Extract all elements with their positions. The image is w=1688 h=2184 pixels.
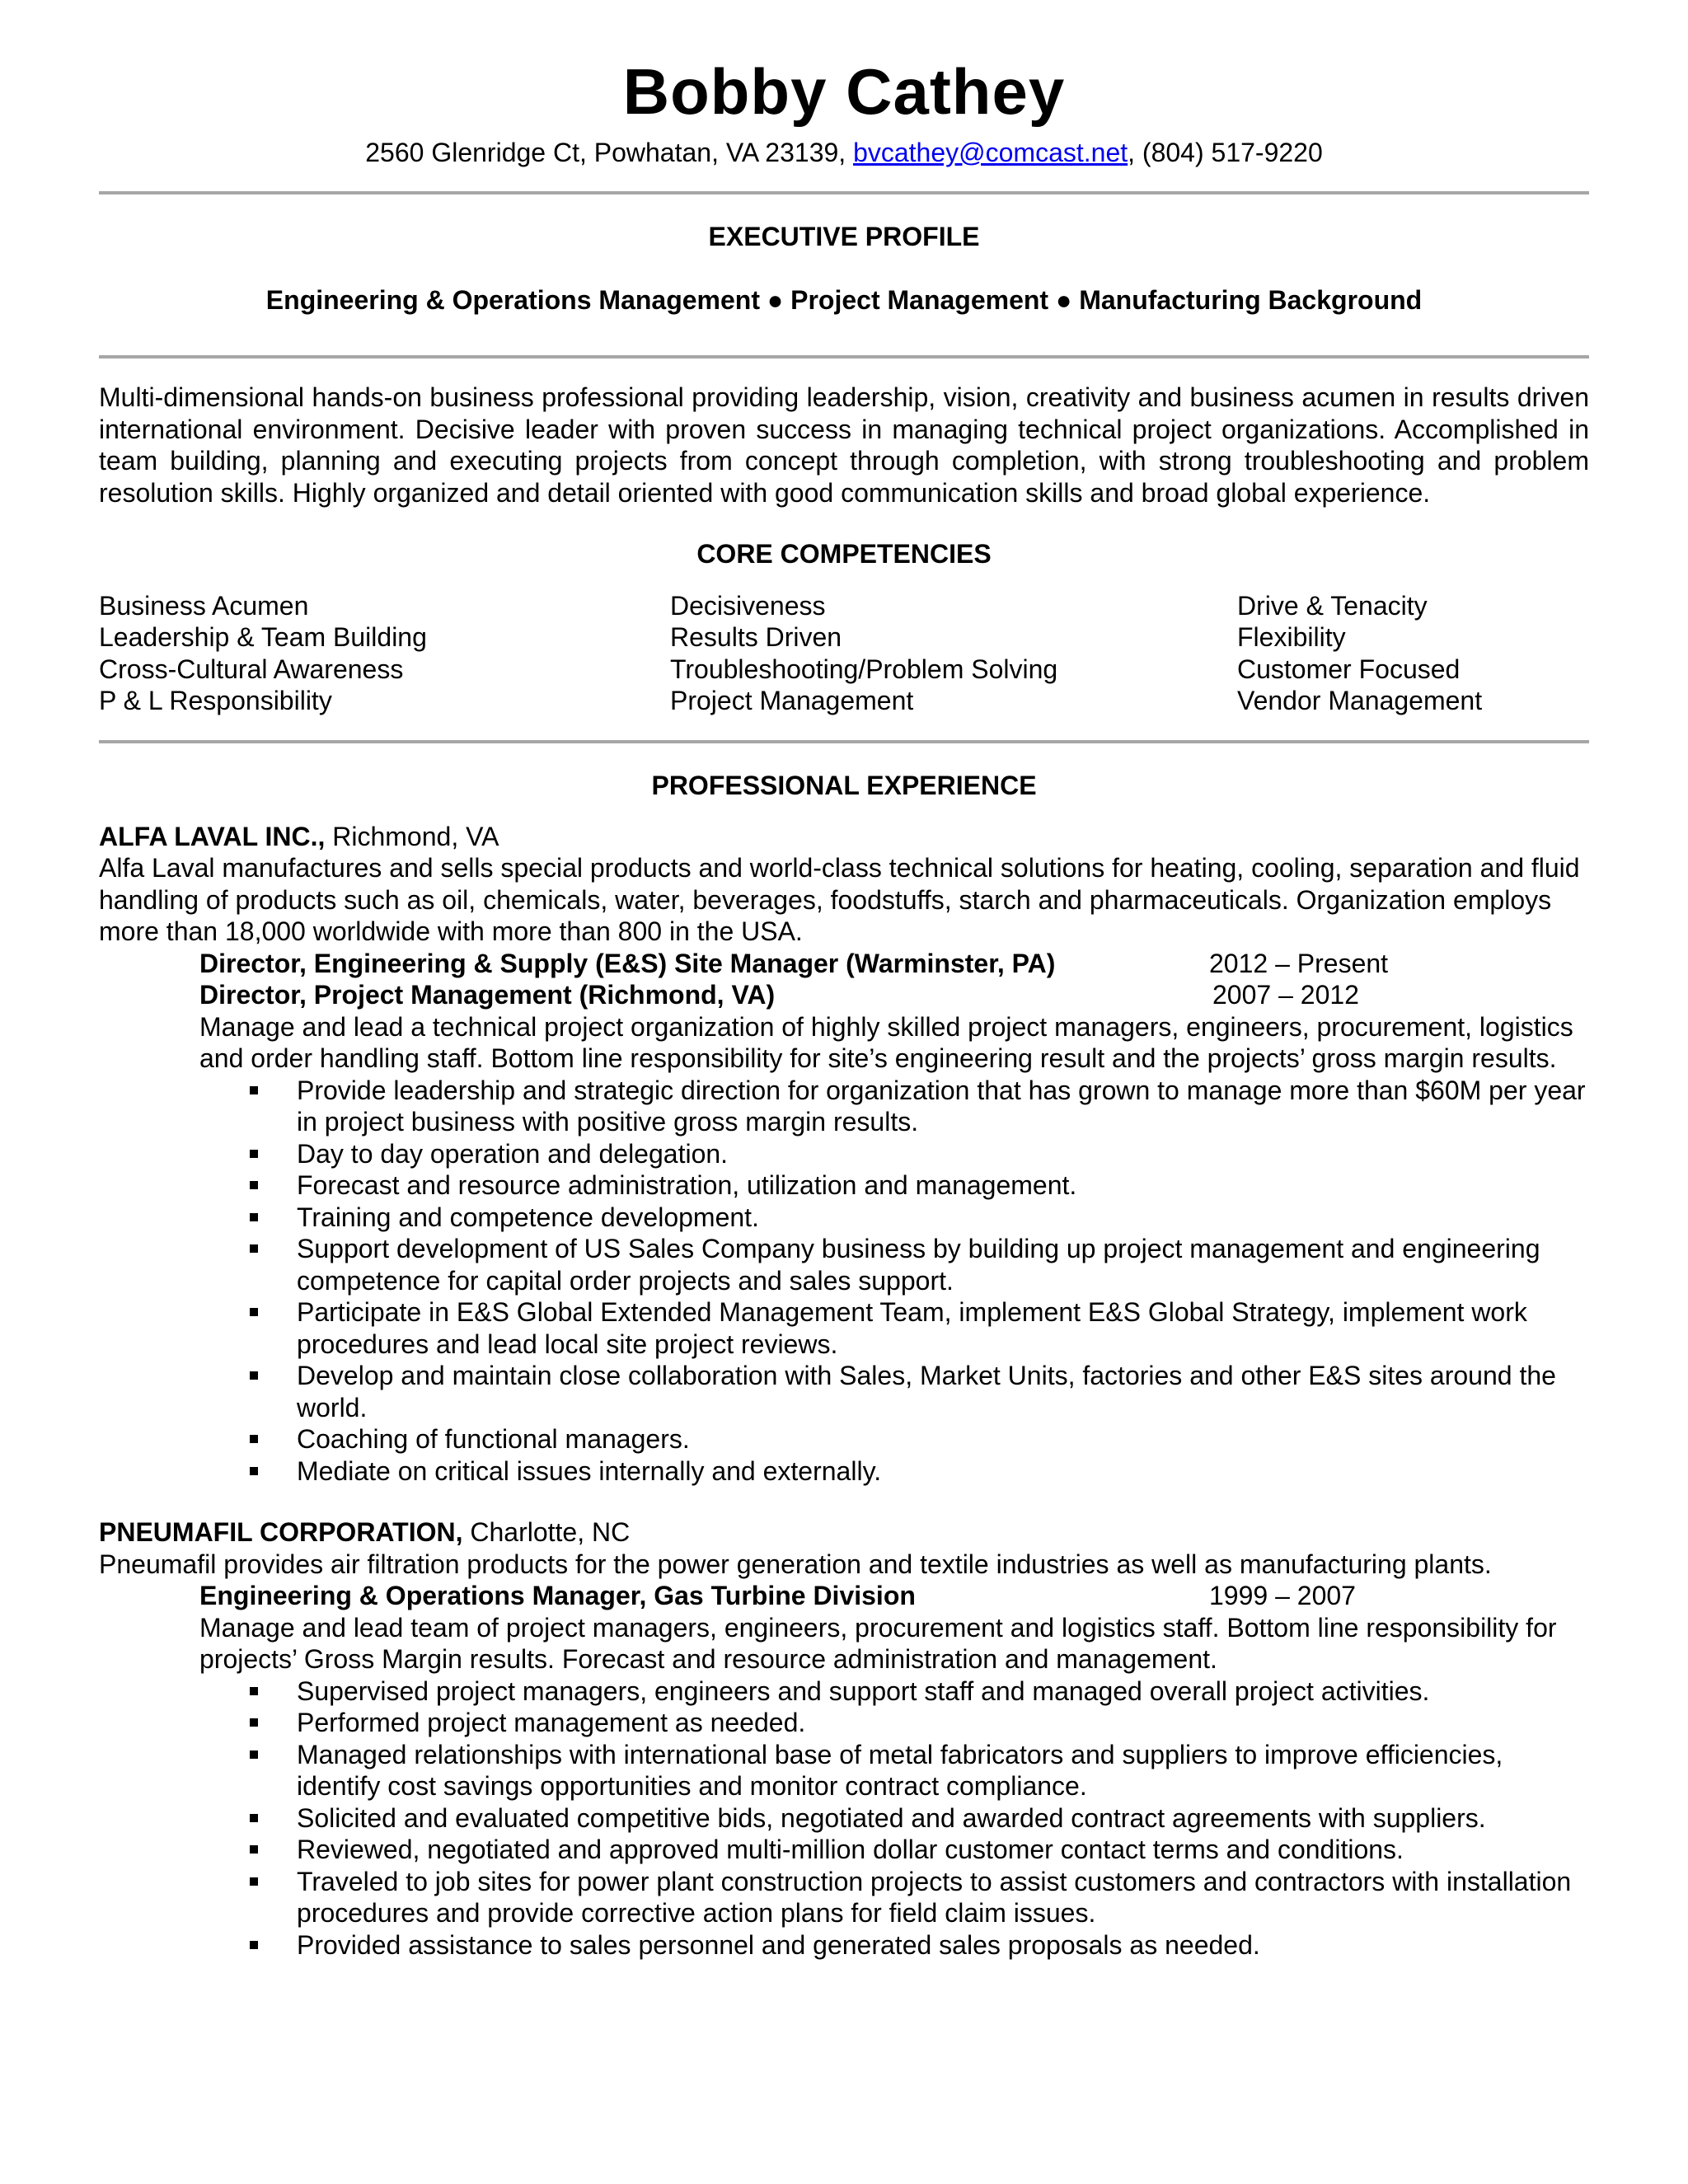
profile-focus-line: Engineering & Operations Management ● Project Management ● Manufacturing Background (265, 284, 1423, 315)
competency-item: P & L Responsibility (99, 686, 332, 716)
list-item: Reviewed, negotiated and approved multi-million dollar customer contact terms and conditions. (297, 1834, 1589, 1866)
competency-item: Cross-Cultural Awareness (99, 654, 404, 684)
phone-separator: , (1128, 138, 1142, 167)
list-item: Support development of US Sales Company business by building up project management and engineering competence for capital order projects and sales support. (297, 1233, 1589, 1296)
list-item: Develop and maintain close collaboration with Sales, Market Units, factories and other E&S sites around the world. (297, 1360, 1589, 1423)
list-item: Solicited and evaluated competitive bids, negotiated and awarded contract agreements with suppliers. (297, 1802, 1589, 1835)
email-link[interactable]: bvcathey@comcast.net (853, 138, 1128, 167)
list-item: Performed project management as needed. (297, 1707, 1589, 1739)
competency-item: Vendor Management (1237, 686, 1483, 716)
list-item: Training and competence development. (297, 1202, 1589, 1234)
company-line (99, 1516, 1589, 1549)
divider (99, 191, 1589, 194)
list-item: Coaching of functional managers. (297, 1423, 1589, 1455)
role-dates: 2012 – Present (1209, 948, 1389, 978)
competency-item: Decisiveness (670, 590, 826, 621)
role-title: Engineering & Operations Manager, Gas Turbine Division (199, 1581, 916, 1611)
address: 2560 Glenridge Ct, Powhatan, VA 23139, (365, 138, 854, 167)
company-description: Pneumafil provides air filtration products for the power generation and textile industries as well as manufacturing plants. (99, 1549, 1492, 1579)
role-description: Manage and lead a technical project organization of highly skilled project managers, engineers, procurement, logistics and order handling staff. Bottom line responsibility for site’s engineering result and the projects’ gross margin results. (199, 1011, 1573, 1074)
role-row (99, 979, 1589, 1011)
list-item: Mediate on critical issues internally and externally. (297, 1455, 1589, 1488)
contact-line (99, 137, 1589, 168)
competency-item: Flexibility (1237, 622, 1346, 653)
list-item: Provided assistance to sales personnel and generated sales proposals as needed. (297, 1929, 1589, 1961)
role-title: Director, Engineering & Supply (E&S) Site Manager (Warminster, PA) (199, 948, 1056, 978)
professional-experience-heading: PROFESSIONAL EXPERIENCE (651, 770, 1037, 800)
candidate-name: Bobby Cathey (622, 55, 1066, 128)
role-row (99, 948, 1589, 980)
list-item: Managed relationships with international base of metal fabricators and suppliers to improve efficiencies, identify cost savings opportunities and monitor contract compliance. (297, 1739, 1589, 1802)
list-item: Forecast and resource administration, utilization and management. (297, 1169, 1589, 1202)
resume-page (99, 0, 1589, 1961)
core-competencies-heading: CORE COMPETENCIES (696, 539, 992, 569)
divider (99, 740, 1589, 743)
profile-summary: Multi-dimensional hands-on business professional providing leadership, vision, creativity and business acumen in results driven international environment. Decisive leader with proven success in managing technical project organizations. Accomplished in team building, planning and executing projects from concept through completion, with strong troubleshooting and problem resolution skills. Highly organized and detail oriented with good communication skills and broad global experience. (99, 382, 1589, 508)
company-description: Alfa Laval manufactures and sells special products and world-class technical solutions for heating, cooling, separation and fluid handling of products such as oil, chemicals, water, beverages, foodstuffs, starch and pharmaceuticals. Organization employs more than 18,000 worldwide with more than 800 in the USA. (99, 853, 1580, 947)
competency-item: Project Management (670, 686, 914, 716)
list-item: Participate in E&S Global Extended Management Team, implement E&S Global Strategy, implement work procedures and lead local site project reviews. (297, 1296, 1589, 1360)
competency-item: Results Driven (670, 622, 842, 653)
competency-item: Drive & Tenacity (1237, 590, 1428, 621)
role-row (99, 1580, 1589, 1612)
divider (99, 355, 1589, 359)
role-dates: 1999 – 2007 (1209, 1581, 1356, 1611)
competency-item: Troubleshooting/Problem Solving (670, 654, 1058, 684)
achievement-list (99, 1675, 1589, 1961)
list-item: Traveled to job sites for power plant construction projects to assist customers and contractors with installation procedures and provide corrective action plans for field claim issues. (297, 1866, 1589, 1929)
competency-item: Business Acumen (99, 590, 309, 621)
company-location: Richmond, VA (325, 821, 499, 851)
competency-item: Leadership & Team Building (99, 622, 427, 653)
competencies-grid (99, 590, 1589, 717)
role-title: Director, Project Management (Richmond, VA) (199, 980, 776, 1010)
role-dates: 2007 – 2012 (1212, 980, 1359, 1010)
company-location: Charlotte, NC (462, 1517, 631, 1548)
list-item: Provide leadership and strategic direction for organization that has grown to manage more than $60M per year in project business with positive gross margin results. (297, 1075, 1589, 1138)
company-line (99, 821, 1589, 853)
list-item: Supervised project managers, engineers and support staff and managed overall project activities. (297, 1675, 1589, 1708)
company-name: ALFA LAVAL INC., (99, 821, 326, 851)
list-item: Day to day operation and delegation. (297, 1138, 1589, 1170)
achievement-list (99, 1075, 1589, 1488)
competency-item: Customer Focused (1237, 654, 1461, 684)
role-description: Manage and lead team of project managers, engineers, procurement and logistics staff. Bottom line responsibility for projects’ Gross Margin results. Forecast and resource administration and management. (199, 1612, 1557, 1675)
phone: (804) 517-9220 (1142, 138, 1323, 167)
executive-profile-heading: EXECUTIVE PROFILE (708, 222, 980, 252)
company-name: PNEUMAFIL CORPORATION, (99, 1517, 463, 1548)
